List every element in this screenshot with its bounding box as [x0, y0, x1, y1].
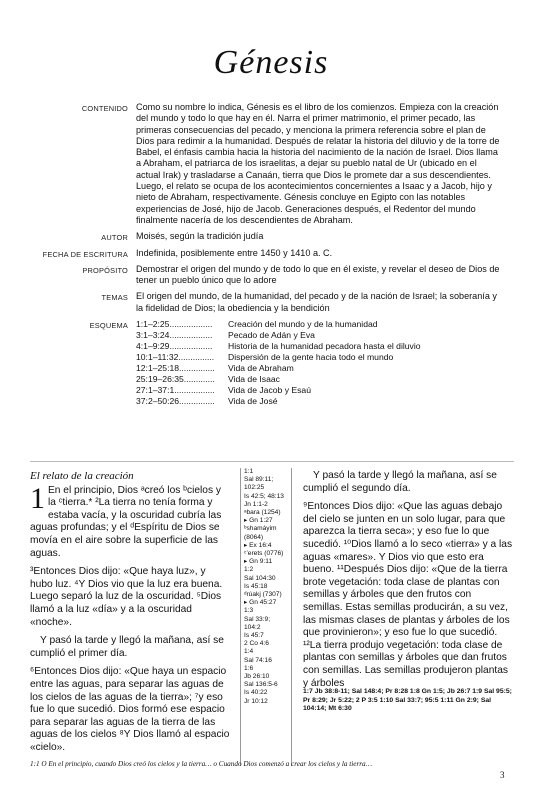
outline-desc: Vida de José: [228, 396, 278, 407]
outline-item: [136, 352, 502, 363]
xref-line: 1:6: [244, 664, 254, 672]
intro-text: Demostrar el origen del mundo y de todo lo que en él existe, y revelar el deseo de Dios de tener un pueblo único que lo adore: [136, 263, 500, 286]
xref-line: Jb 26:10: [244, 673, 270, 681]
section-heading: El relato de la creación: [30, 470, 134, 482]
intro-label: PROPÓSITO: [82, 265, 128, 275]
reference-block: 1:7 Jb 38:8-11; Sal 148:4; Pr 8:28 1:8 Gn 1:5; Jb 26:7 1:9 Sal 95:5; Pr 8:29; Jr 5:22; 2 P 3:5 1:10 Sal 33:7; 95:5 1:11 Gn 2:9; Sal 104:14; Mt 6:30: [303, 688, 512, 713]
intro-text: Indefinida, posiblemente entre 1450 y 1410 a. C.: [136, 247, 333, 258]
footnote: 1:1 O En el principio, cuando Dios creó los cielos y la tierra… o Cuando Dios comenzó a crear los cielos y la tierra…: [30, 760, 373, 768]
outline-ref: 37:2–50:26...............: [136, 396, 215, 407]
xref-line: ▸ Gn 1:27: [244, 517, 273, 525]
outline-ref: 1:1–2:25..................: [136, 319, 213, 330]
outline-ref: 4:1–9:29..................: [136, 341, 213, 352]
xref-line: ▸ Ex 16:4: [244, 541, 272, 549]
xref-line: ᵈrúakj (7307): [244, 591, 282, 599]
verse-paragraph: Y pasó la tarde y llegó la mañana, así se cumplió el segundo día.: [303, 470, 497, 494]
intro-autor: [40, 231, 502, 242]
xref-line: Is 45:7: [244, 632, 264, 640]
verse-paragraph: [30, 481, 230, 561]
intro-temas: [40, 291, 502, 314]
outline-desc: Pecado de Adán y Eva: [228, 330, 315, 341]
xref-line: ▸ Gn 9:11: [244, 558, 273, 566]
xref-line: Sal 104:30: [244, 574, 276, 582]
outline-item: [136, 396, 502, 407]
xref-line: Sal 89:11;: [244, 476, 274, 484]
verse-paragraph: ³Entonces Dios dijo: «Que haya luz», y hubo luz. ⁴Y Dios vio que la luz era buena. Luego separó la luz de la oscuridad. ⁵Dios llamó a la luz «día» y a la oscuridad «noche».: [30, 566, 223, 628]
outline-item: [136, 319, 502, 330]
xref-line: Sal 74:16: [244, 656, 272, 664]
book-title: Génesis: [213, 44, 329, 81]
xref-line: 1:2: [244, 566, 254, 574]
outline-item: [136, 385, 502, 396]
intro-text: El origen del mundo, de la humanidad, del pecado y de la nación de Israel; la soberanía y la fidelidad de Dios; la obediencia y la bendición: [136, 291, 497, 313]
outline-item: [136, 330, 502, 341]
intro-label: TEMAS: [101, 293, 128, 303]
outline-list: [136, 319, 502, 407]
outline-ref: 3:1–3:24..................: [136, 330, 213, 341]
outline-ref: 25:19–26:35.............: [136, 374, 215, 385]
outline-desc: Creación del mundo y de la humanidad: [228, 319, 378, 330]
xref-line: Sal 33:9; 104:2: [244, 615, 271, 631]
xref-line: ᵇshamáyim: [244, 525, 277, 533]
verse-paragraph: Y pasó la tarde y llegó la mañana, así se cumplió el primer día.: [30, 635, 224, 659]
book-introduction: [40, 102, 502, 412]
xref-line: 2 Co 4:6: [244, 640, 269, 648]
verse-paragraph: ⁹Entonces Dios dijo: «Que las aguas debajo del cielo se junten en un solo lugar, para que aparezca la tierra seca»; y eso fue lo que sucedió. ¹⁰Dios llamó a lo seco «tierra» y a las aguas «mares». Y Dios vio que esto era bueno. ¹¹Después Dios dijo: «Que de la tierra brote vegetación: toda clase de plantas con semillas y árboles que den frutos con semillas. Estas semillas producirán, a su vez, las mismas clases de plantas y árboles de los que provinieron»; y eso fue lo que sucedió. ¹²La tierra produjo vegetación: toda clase de plantas con semillas y árboles que dan frutos con semillas. Las semillas produjeron plantas y árboles: [303, 501, 513, 689]
intro-esquema: [40, 319, 502, 407]
xref-line: Is 42:5; 48:13: [244, 492, 284, 500]
outline-item: [136, 374, 502, 385]
intro-label: AUTOR: [101, 233, 128, 243]
cross-reference-column: [240, 468, 292, 766]
xref-line: 1:4: [244, 648, 254, 656]
intro-label: FECHA DE ESCRITURA: [42, 249, 128, 259]
chapter-number: 1: [30, 481, 45, 515]
intro-proposito: [40, 264, 502, 287]
scripture-column-right: [303, 470, 513, 696]
section-divider: [30, 461, 514, 462]
outline-desc: Vida de Jacob y Esaú: [228, 385, 311, 396]
outline-desc: Dispersión de la gente hacia todo el mundo: [228, 352, 394, 363]
xref-line: Jn 1:1-2: [244, 500, 268, 508]
page-number: 3: [500, 770, 505, 780]
xref-line: ▸ Gn 45:27: [244, 599, 277, 607]
verse-text: En el principio, Dios ᵃcreó los ᵇcielos y la ᶜtierra.* ²La tierra no tenía forma y estaba vacía, y la oscuridad cubría las aguas profundas; y el ᵈEspíritu de Dios se movía en el aire sobre la superficie de las aguas.: [30, 484, 222, 559]
xref-line: Is 45:18: [244, 582, 268, 590]
outline-ref: 10:1–11:32...............: [136, 352, 215, 363]
outline-desc: Historia de la humanidad pecadora hasta el diluvio: [228, 341, 421, 352]
xref-line: 1:3: [244, 607, 254, 615]
outline-item: [136, 341, 502, 352]
intro-label: CONTENIDO: [81, 104, 128, 113]
xref-line: 102:25: [244, 484, 265, 492]
xref-line: Jr 10:12: [244, 697, 268, 705]
outline-ref: 12:1–25:18...............: [136, 363, 215, 374]
xref-line: (8064): [244, 533, 264, 541]
intro-text: Moisés, según la tradición judía: [136, 231, 264, 242]
outline-desc: Vida de Abraham: [228, 363, 294, 374]
xref-line: Sal 136:5-6: [244, 681, 278, 689]
xref-line: 1:1: [244, 468, 254, 475]
outline-ref: 27:1–37:1.................: [136, 385, 215, 396]
intro-label: ESQUEMA: [89, 321, 128, 331]
xref-line: ᵃbara (1254): [244, 509, 281, 517]
xref-line: ᶜʼerets (0776): [244, 550, 284, 558]
intro-text: Como su nombre lo indica, Génesis es el libro de los comienzos. Empieza con la creación del mundo y todo lo que hay en él. Narra el primer matrimonio, el primer pecado, las primeras consecuencias del pecado, y menciona la primera referencia sobre el plan de Dios para redimir a la humanidad. Después de relatar la historia del diluvio y de la torre de Babel, el énfasis cambia hacia la historia del nacimiento de la nación de Israel. Dios llama a Abraham, el patriarca de los israelitas, a dejar su pueblo natal de Ur (ubicado en el actual Irak) y trasladarse a Canaán, tierra que Dios le promete dar a sus descendientes. Luego, el relato se ocupa de los acontecimientos concernientes a Isaac y a Jacob, hijo y nieto de Abraham, respectivamente. Génesis concluye en Egipto con las notables experiencias de José, hijo de Jacob. Generaciones después, el Redentor del mundo finalmente nacería de los descendientes de Abraham.: [136, 102, 500, 225]
verse-paragraph: ⁶Entonces Dios dijo: «Que haya un espacio entre las aguas, para separar las aguas de los cielos de las aguas de la tierra»; ⁷y eso fue lo que sucedió. Dios formó ese espacio para separar las aguas de la tierra de las aguas de los cielos ⁸Y Dios llamó al espacio «cielo».: [30, 666, 230, 753]
intro-contenido: [40, 102, 502, 226]
xref-line: Is 40:22: [244, 689, 268, 697]
outline-item: [136, 363, 502, 374]
outline-desc: Vida de Isaac: [228, 374, 280, 385]
scripture-column-left: [30, 470, 230, 760]
intro-fecha: [40, 248, 502, 259]
